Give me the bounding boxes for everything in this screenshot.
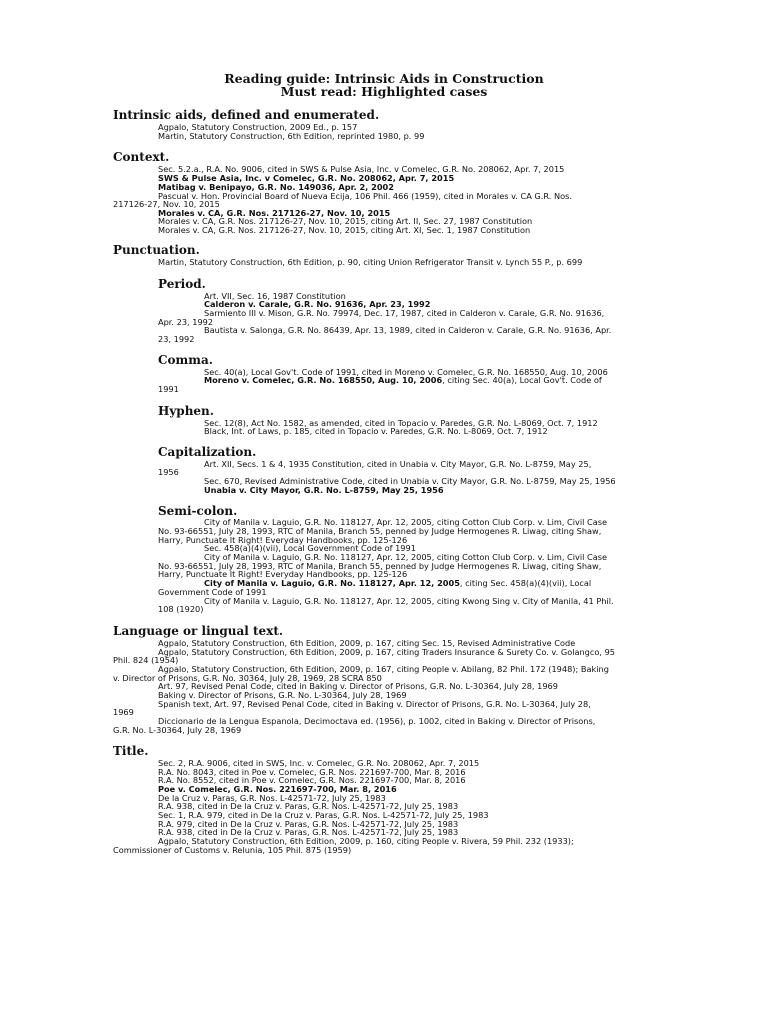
citation-line: Sec. 458(a)(4)(vii), Local Government Code of 1991	[204, 543, 416, 553]
highlighted-case: City of Manila v. Laguio, G.R. No. 118127, Apr. 12, 2005	[204, 578, 460, 588]
heading-language: Language or lingual text.	[113, 624, 284, 638]
citation-line: Sec. 5.2.a., R.A. No. 9006, cited in SWS & Pulse Asia, Inc. v Comelec, G.R. No. 208062, Apr. 7, 2015	[158, 164, 565, 174]
citation-line: Sec. 2, R.A. 9006, cited in SWS, Inc. v. Comelec, G.R. No. 208062, Apr. 7, 2015	[158, 758, 480, 768]
citation-line: Bautista v. Salonga, G.R. No. 86439, Apr. 13, 1989, cited in Calderon v. Carale, G.R. No. 91636, Apr.	[204, 325, 612, 335]
citation-line: Agpalo, Statutory Construction, 2009 Ed., p. 157	[158, 122, 358, 132]
citation-line: Agpalo, Statutory Construction, 6th Edition, 2009, p. 167, citing People v. Abilang, 82 Phil. 172 (1948); Baking	[158, 664, 609, 674]
heading-capitalization: Capitalization.	[158, 445, 257, 459]
citation-line: Sec. 40(a), Local Gov't. Code of 1991, cited in Moreno v. Comelec, G.R. No. 168550, Aug. 10, 2006	[204, 367, 608, 377]
citation-line: Martin, Statutory Construction, 6th Edition, reprinted 1980, p. 99	[158, 131, 425, 141]
citation-line: City of Manila v. Laguio, G.R. No. 118127, Apr. 12, 2005, citing Cotton Club Corp. v. Lim, Civil Case	[204, 552, 608, 562]
citation-line: Art. 97, Revised Penal Code, cited in Baking v. Director of Prisons, G.R. No. L-30364, July 28, 1969	[158, 681, 558, 691]
citation-line: Sec. 1, R.A. 979, cited in De la Cruz v. Paras, G.R. Nos. L-42571-72, July 25, 1983	[158, 810, 489, 820]
citation-line: City of Manila v. Laguio, G.R. No. 118127, Apr. 12, 2005, citing Cotton Club Corp. v. Lim, Civil Case	[204, 517, 608, 527]
highlighted-case: Calderon v. Carale, G.R. No. 91636, Apr. 23, 1992	[204, 299, 431, 309]
citation-line: No. 93-66551, July 28, 1993, RTC of Manila, Branch 55, penned by Judge Hermogenes R. Liwag, citing Shaw,	[158, 561, 602, 571]
heading-hyphen: Hyphen.	[158, 404, 214, 418]
citation-line: Phil. 824 (1954)	[113, 655, 179, 665]
document-subtitle: Must read: Highlighted cases	[280, 84, 488, 99]
citation-line: 1969	[113, 707, 134, 717]
heading-intrinsic-aids: Intrinsic aids, defined and enumerated.	[113, 108, 380, 122]
citation-line: Art. XII, Secs. 1 & 4, 1935 Constitution, cited in Unabia v. City Mayor, G.R. No. L-8759, May 25,	[204, 459, 592, 469]
heading-context: Context.	[113, 150, 170, 164]
heading-punctuation: Punctuation.	[113, 243, 200, 257]
citation-line: Harry, Punctuate It Right! Everyday Handbooks, pp. 125-126	[158, 535, 408, 545]
citation-line: De la Cruz v. Paras, G.R. Nos. L-42571-72, July 25, 1983	[158, 793, 386, 803]
citation-line: Spanish text, Art. 97, Revised Penal Code, cited in Baking v. Director of Prisons, G.R. No. L-30364, July 28,	[158, 699, 591, 709]
heading-semi-colon: Semi-colon.	[158, 504, 238, 518]
citation-line: R.A. 938, cited in De la Cruz v. Paras, G.R. Nos. L-42571-72, July 25, 1983	[158, 801, 459, 811]
citation-line: Agpalo, Statutory Construction, 6th Edition, 2009, p. 167, citing Sec. 15, Revised Administrative Code	[158, 638, 576, 648]
citation-line: R.A. No. 8043, cited in Poe v. Comelec, G.R. Nos. 221697-700, Mar. 8, 2016	[158, 767, 466, 777]
citation-line: Baking v. Director of Prisons, G.R. No. L-30364, July 28, 1969	[158, 690, 407, 700]
citation-line: v. Director of Prisons, G.R. No. 30364, July 28, 1969, 28 SCRA 850	[113, 673, 382, 683]
citation-line: City of Manila v. Laguio, G.R. No. 118127, Apr. 12, 2005, citing Kwong Sing v. City of Manila, 41 Phil.	[204, 596, 614, 606]
citation-line: 1956	[158, 467, 179, 477]
citation-line: G.R. No. L-30364, July 28, 1969	[113, 725, 242, 735]
citation-line: Apr. 23, 1992	[158, 317, 214, 327]
heading-comma: Comma.	[158, 353, 213, 367]
citation-line: Martin, Statutory Construction, 6th Edition, p. 90, citing Union Refrigerator Transit v. Lynch 55 P., p. 699	[158, 257, 583, 267]
citation-line: Commissioner of Customs v. Relunia, 105 Phil. 875 (1959)	[113, 845, 352, 855]
citation-line: Sec. 12(8), Act No. 1582, as amended, cited in Topacio v. Paredes, G.R. No. L-8069, Oct. 7, 1912	[204, 418, 598, 428]
citation-line: Pascual v. Hon. Provincial Board of Nueva Ecija, 106 Phil. 466 (1959), cited in Morales v. CA G.R. Nos.	[158, 191, 572, 201]
citation-line: City of Manila v. Laguio, G.R. No. 118127, Apr. 12, 2005, citing Sec. 458(a)(4)(vii), Local	[204, 578, 592, 588]
citation-line: Moreno v. Comelec, G.R. No. 168550, Aug. 10, 2006, citing Sec. 40(a), Local Gov't. Code of	[204, 375, 602, 385]
heading-title: Title.	[113, 744, 149, 758]
citation-line: Diccionario de la Lengua Espanola, Decimoctava ed. (1956), p. 1002, cited in Baking v. Director of Prisons,	[158, 716, 596, 726]
citation-line: Sarmiento III v. Mison, G.R. No. 79974, Dec. 17, 1987, cited in Calderon v. Carale, G.R. No. 91636,	[204, 308, 605, 318]
citation-line: Harry, Punctuate It Right! Everyday Handbooks, pp. 125-126	[158, 569, 408, 579]
highlighted-case: Poe v. Comelec, G.R. Nos. 221697-700, Mar. 8, 2016	[158, 784, 397, 794]
citation-line: Agpalo, Statutory Construction, 6th Edition, 2009, p. 160, citing People v. Rivera, 59 Phil. 232 (1933);	[158, 836, 574, 846]
highlighted-case: SWS & Pulse Asia, Inc. v Comelec, G.R. No. 208062, Apr. 7, 2015	[158, 173, 455, 183]
citation-line: Agpalo, Statutory Construction, 6th Edition, 2009, p. 167, citing Traders Insurance & Surety Co. v. Golangco, 95	[158, 647, 616, 657]
highlighted-case: Unabia v. City Mayor, G.R. No. L-8759, May 25, 1956	[204, 485, 444, 495]
citation-line: R.A. No. 8552, cited in Poe v. Comelec, G.R. Nos. 221697-700, Mar. 8, 2016	[158, 775, 466, 785]
citation-line: Morales v. CA, G.R. Nos. 217126-27, Nov. 10, 2015, citing Art. II, Sec. 27, 1987 Constitution	[158, 216, 533, 226]
highlighted-case: Morales v. CA, G.R. Nos. 217126-27, Nov. 10, 2015	[158, 208, 391, 218]
citation-line: 23, 1992	[158, 334, 195, 344]
citation-line: Art. VII, Sec. 16, 1987 Constitution	[204, 291, 346, 301]
highlighted-case: Matibag v. Benipayo, G.R. No. 149036, Apr. 2, 2002	[158, 182, 394, 192]
citation-line: Sec. 670, Revised Administrative Code, cited in Unabia v. City Mayor, G.R. No. L-8759, May 25, 1956	[204, 476, 616, 486]
citation-line: Morales v. CA, G.R. Nos. 217126-27, Nov. 10, 2015, citing Art. XI, Sec. 1, 1987 Constitution	[158, 225, 531, 235]
citation-line: Black, Int. of Laws, p. 185, cited in Topacio v. Paredes, G.R. No. L-8069, Oct. 7, 1912	[204, 426, 548, 436]
heading-period: Period.	[158, 277, 206, 291]
citation-line: No. 93-66551, July 28, 1993, RTC of Manila, Branch 55, penned by Judge Hermogenes R. Liwag, citing Shaw,	[158, 526, 602, 536]
citation-line: 217126-27, Nov. 10, 2015	[113, 199, 220, 209]
citation-line: R.A. 938, cited in De la Cruz v. Paras, G.R. Nos. L-42571-72, July 25, 1983	[158, 827, 459, 837]
document-title: Reading guide: Intrinsic Aids in Construction	[224, 71, 544, 86]
citation-line: Government Code of 1991	[158, 587, 267, 597]
citation-line: 1991	[158, 384, 179, 394]
citation-line: 108 (1920)	[158, 604, 204, 614]
highlighted-case: Moreno v. Comelec, G.R. No. 168550, Aug. 10, 2006	[204, 375, 443, 385]
citation-line: R.A. 979, cited in De la Cruz v. Paras, G.R. Nos. L-42571-72, July 25, 1983	[158, 819, 459, 829]
